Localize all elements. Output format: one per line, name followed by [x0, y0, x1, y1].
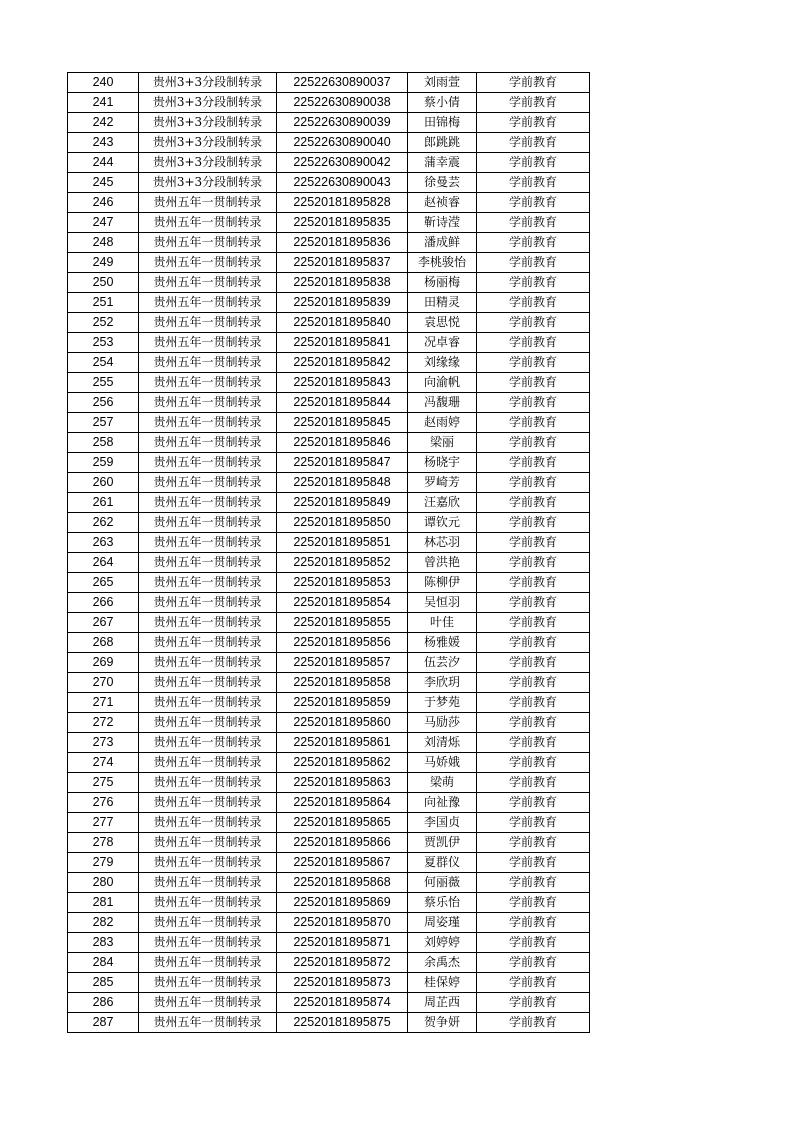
- admission-type-cell: 贵州五年一贯制转录: [139, 613, 277, 633]
- admission-type-cell: 贵州五年一贯制转录: [139, 293, 277, 313]
- table-row: [68, 993, 590, 1013]
- student-name-cell: 马励莎: [408, 713, 477, 733]
- student-name-cell: 潘成鲜: [408, 233, 477, 253]
- student-name-cell: 马娇娥: [408, 753, 477, 773]
- row-number-cell: 283: [68, 933, 139, 953]
- table-row: [68, 673, 590, 693]
- admission-type-cell: 贵州五年一贯制转录: [139, 213, 277, 233]
- student-name-cell: 赵祯睿: [408, 193, 477, 213]
- student-name-cell: 向渝帆: [408, 373, 477, 393]
- exam-id-cell: 22520181895839: [277, 293, 408, 313]
- student-name-cell: 桂保婷: [408, 973, 477, 993]
- major-cell: 学前教育: [477, 313, 590, 333]
- row-number-cell: 243: [68, 133, 139, 153]
- table-row: [68, 593, 590, 613]
- row-number-cell: 269: [68, 653, 139, 673]
- major-cell: 学前教育: [477, 893, 590, 913]
- row-number-cell: 270: [68, 673, 139, 693]
- row-number-cell: 278: [68, 833, 139, 853]
- major-cell: 学前教育: [477, 593, 590, 613]
- exam-id-cell: 22522630890042: [277, 153, 408, 173]
- row-number-cell: 267: [68, 613, 139, 633]
- row-number-cell: 271: [68, 693, 139, 713]
- row-number-cell: 281: [68, 893, 139, 913]
- student-name-cell: 何丽薇: [408, 873, 477, 893]
- table-row: [68, 313, 590, 333]
- row-number-cell: 279: [68, 853, 139, 873]
- exam-id-cell: 22520181895863: [277, 773, 408, 793]
- student-name-cell: 贾凯伊: [408, 833, 477, 853]
- major-cell: 学前教育: [477, 153, 590, 173]
- student-name-cell: 袁思悦: [408, 313, 477, 333]
- major-cell: 学前教育: [477, 853, 590, 873]
- row-number-cell: 245: [68, 173, 139, 193]
- major-cell: 学前教育: [477, 833, 590, 853]
- admission-type-cell: 贵州五年一贯制转录: [139, 493, 277, 513]
- row-number-cell: 252: [68, 313, 139, 333]
- row-number-cell: 253: [68, 333, 139, 353]
- major-cell: 学前教育: [477, 773, 590, 793]
- major-cell: 学前教育: [477, 493, 590, 513]
- admission-type-cell: 贵州五年一贯制转录: [139, 713, 277, 733]
- student-name-cell: 徐曼芸: [408, 173, 477, 193]
- row-number-cell: 254: [68, 353, 139, 373]
- major-cell: 学前教育: [477, 573, 590, 593]
- table-row: [68, 613, 590, 633]
- admission-type-cell: 贵州五年一贯制转录: [139, 773, 277, 793]
- table-row: [68, 113, 590, 133]
- admission-type-cell: 贵州五年一贯制转录: [139, 753, 277, 773]
- major-cell: 学前教育: [477, 233, 590, 253]
- exam-id-cell: 22520181895875: [277, 1013, 408, 1033]
- table-row: [68, 393, 590, 413]
- table-row: [68, 573, 590, 593]
- student-name-cell: 杨晓宇: [408, 453, 477, 473]
- admission-type-cell: 贵州五年一贯制转录: [139, 813, 277, 833]
- major-cell: 学前教育: [477, 613, 590, 633]
- student-name-cell: 夏群仪: [408, 853, 477, 873]
- admission-type-cell: 贵州五年一贯制转录: [139, 433, 277, 453]
- exam-id-cell: 22520181895841: [277, 333, 408, 353]
- table-row: [68, 773, 590, 793]
- student-name-cell: 田锦梅: [408, 113, 477, 133]
- row-number-cell: 240: [68, 73, 139, 93]
- exam-id-cell: 22520181895864: [277, 793, 408, 813]
- table-row: [68, 533, 590, 553]
- row-number-cell: 251: [68, 293, 139, 313]
- row-number-cell: 255: [68, 373, 139, 393]
- student-name-cell: 刘清烁: [408, 733, 477, 753]
- exam-id-cell: 22522630890037: [277, 73, 408, 93]
- student-name-cell: 伍芸汐: [408, 653, 477, 673]
- row-number-cell: 277: [68, 813, 139, 833]
- admission-type-cell: 贵州五年一贯制转录: [139, 953, 277, 973]
- row-number-cell: 286: [68, 993, 139, 1013]
- exam-id-cell: 22520181895866: [277, 833, 408, 853]
- major-cell: 学前教育: [477, 393, 590, 413]
- table-row: [68, 1013, 590, 1033]
- major-cell: 学前教育: [477, 333, 590, 353]
- student-name-cell: 罗崎芳: [408, 473, 477, 493]
- admission-type-cell: 贵州五年一贯制转录: [139, 333, 277, 353]
- student-name-cell: 梁丽: [408, 433, 477, 453]
- table-row: [68, 473, 590, 493]
- row-number-cell: 249: [68, 253, 139, 273]
- row-number-cell: 261: [68, 493, 139, 513]
- student-name-cell: 冯馥珊: [408, 393, 477, 413]
- admission-type-cell: 贵州五年一贯制转录: [139, 533, 277, 553]
- exam-id-cell: 22520181895845: [277, 413, 408, 433]
- student-name-cell: 梁萌: [408, 773, 477, 793]
- exam-id-cell: 22520181895857: [277, 653, 408, 673]
- row-number-cell: 268: [68, 633, 139, 653]
- row-number-cell: 257: [68, 413, 139, 433]
- major-cell: 学前教育: [477, 293, 590, 313]
- exam-id-cell: 22520181895840: [277, 313, 408, 333]
- major-cell: 学前教育: [477, 993, 590, 1013]
- exam-id-cell: 22522630890043: [277, 173, 408, 193]
- row-number-cell: 256: [68, 393, 139, 413]
- admission-type-cell: 贵州五年一贯制转录: [139, 793, 277, 813]
- student-name-cell: 贺争妍: [408, 1013, 477, 1033]
- admission-type-cell: 贵州五年一贯制转录: [139, 373, 277, 393]
- admission-type-cell: 贵州五年一贯制转录: [139, 393, 277, 413]
- exam-id-cell: 22520181895849: [277, 493, 408, 513]
- admission-type-cell: 贵州五年一贯制转录: [139, 253, 277, 273]
- exam-id-cell: 22520181895838: [277, 273, 408, 293]
- major-cell: 学前教育: [477, 673, 590, 693]
- table-row: [68, 353, 590, 373]
- admission-type-cell: 贵州3+3分段制转录: [139, 93, 277, 113]
- major-cell: 学前教育: [477, 633, 590, 653]
- exam-id-cell: 22520181895843: [277, 373, 408, 393]
- row-number-cell: 259: [68, 453, 139, 473]
- student-name-cell: 刘婷婷: [408, 933, 477, 953]
- row-number-cell: 287: [68, 1013, 139, 1033]
- row-number-cell: 244: [68, 153, 139, 173]
- row-number-cell: 242: [68, 113, 139, 133]
- table-row: [68, 693, 590, 713]
- table-row: [68, 753, 590, 773]
- exam-id-cell: 22520181895871: [277, 933, 408, 953]
- exam-id-cell: 22520181895835: [277, 213, 408, 233]
- exam-id-cell: 22520181895856: [277, 633, 408, 653]
- admission-type-cell: 贵州五年一贯制转录: [139, 573, 277, 593]
- table-row: [68, 333, 590, 353]
- admission-type-cell: 贵州五年一贯制转录: [139, 993, 277, 1013]
- admission-type-cell: 贵州五年一贯制转录: [139, 593, 277, 613]
- student-name-cell: 周芷西: [408, 993, 477, 1013]
- major-cell: 学前教育: [477, 473, 590, 493]
- exam-id-cell: 22520181895868: [277, 873, 408, 893]
- admission-type-cell: 贵州五年一贯制转录: [139, 893, 277, 913]
- major-cell: 学前教育: [477, 713, 590, 733]
- exam-id-cell: 22522630890039: [277, 113, 408, 133]
- table-row: [68, 233, 590, 253]
- table-row: [68, 893, 590, 913]
- admission-type-cell: 贵州五年一贯制转录: [139, 1013, 277, 1033]
- table-row: [68, 813, 590, 833]
- major-cell: 学前教育: [477, 73, 590, 93]
- table-row: [68, 933, 590, 953]
- row-number-cell: 272: [68, 713, 139, 733]
- admission-type-cell: 贵州五年一贯制转录: [139, 353, 277, 373]
- table-row: [68, 293, 590, 313]
- row-number-cell: 282: [68, 913, 139, 933]
- student-name-cell: 陈柳伊: [408, 573, 477, 593]
- major-cell: 学前教育: [477, 793, 590, 813]
- exam-id-cell: 22520181895842: [277, 353, 408, 373]
- admission-type-cell: 贵州五年一贯制转录: [139, 633, 277, 653]
- admission-type-cell: 贵州3+3分段制转录: [139, 73, 277, 93]
- table-row: [68, 833, 590, 853]
- table-body: [68, 73, 590, 1033]
- student-name-cell: 林芯羽: [408, 533, 477, 553]
- exam-id-cell: 22520181895836: [277, 233, 408, 253]
- student-name-cell: 吴恒羽: [408, 593, 477, 613]
- table-row: [68, 653, 590, 673]
- exam-id-cell: 22520181895837: [277, 253, 408, 273]
- exam-id-cell: 22520181895854: [277, 593, 408, 613]
- table-row: [68, 173, 590, 193]
- student-name-cell: 杨丽梅: [408, 273, 477, 293]
- table-row: [68, 513, 590, 533]
- admission-type-cell: 贵州五年一贯制转录: [139, 553, 277, 573]
- exam-id-cell: 22520181895828: [277, 193, 408, 213]
- major-cell: 学前教育: [477, 193, 590, 213]
- major-cell: 学前教育: [477, 413, 590, 433]
- major-cell: 学前教育: [477, 93, 590, 113]
- student-list-table: [67, 72, 590, 1033]
- exam-id-cell: 22522630890038: [277, 93, 408, 113]
- exam-id-cell: 22520181895872: [277, 953, 408, 973]
- row-number-cell: 273: [68, 733, 139, 753]
- row-number-cell: 241: [68, 93, 139, 113]
- row-number-cell: 263: [68, 533, 139, 553]
- student-name-cell: 向祉豫: [408, 793, 477, 813]
- exam-id-cell: 22520181895855: [277, 613, 408, 633]
- row-number-cell: 266: [68, 593, 139, 613]
- exam-id-cell: 22520181895847: [277, 453, 408, 473]
- row-number-cell: 262: [68, 513, 139, 533]
- major-cell: 学前教育: [477, 173, 590, 193]
- admission-type-cell: 贵州五年一贯制转录: [139, 833, 277, 853]
- admission-type-cell: 贵州五年一贯制转录: [139, 273, 277, 293]
- student-name-cell: 于梦苑: [408, 693, 477, 713]
- major-cell: 学前教育: [477, 133, 590, 153]
- row-number-cell: 258: [68, 433, 139, 453]
- major-cell: 学前教育: [477, 1013, 590, 1033]
- student-name-cell: 汪嘉欣: [408, 493, 477, 513]
- student-name-cell: 谭钦元: [408, 513, 477, 533]
- table-row: [68, 853, 590, 873]
- admission-type-cell: 贵州五年一贯制转录: [139, 973, 277, 993]
- exam-id-cell: 22520181895850: [277, 513, 408, 533]
- table-row: [68, 213, 590, 233]
- row-number-cell: 280: [68, 873, 139, 893]
- student-name-cell: 郎跳跳: [408, 133, 477, 153]
- admission-type-cell: 贵州五年一贯制转录: [139, 313, 277, 333]
- exam-id-cell: 22520181895844: [277, 393, 408, 413]
- major-cell: 学前教育: [477, 653, 590, 673]
- exam-id-cell: 22520181895848: [277, 473, 408, 493]
- row-number-cell: 246: [68, 193, 139, 213]
- student-name-cell: 靳诗滢: [408, 213, 477, 233]
- major-cell: 学前教育: [477, 273, 590, 293]
- admission-type-cell: 贵州五年一贯制转录: [139, 673, 277, 693]
- exam-id-cell: 22520181895859: [277, 693, 408, 713]
- admission-type-cell: 贵州五年一贯制转录: [139, 473, 277, 493]
- exam-id-cell: 22520181895851: [277, 533, 408, 553]
- table-row: [68, 253, 590, 273]
- major-cell: 学前教育: [477, 873, 590, 893]
- table-row: [68, 713, 590, 733]
- admission-type-cell: 贵州五年一贯制转录: [139, 653, 277, 673]
- exam-id-cell: 22520181895870: [277, 913, 408, 933]
- exam-id-cell: 22522630890040: [277, 133, 408, 153]
- table-row: [68, 153, 590, 173]
- admission-type-cell: 贵州五年一贯制转录: [139, 693, 277, 713]
- exam-id-cell: 22520181895869: [277, 893, 408, 913]
- major-cell: 学前教育: [477, 913, 590, 933]
- student-name-cell: 杨雅媛: [408, 633, 477, 653]
- admission-type-cell: 贵州3+3分段制转录: [139, 173, 277, 193]
- table-row: [68, 193, 590, 213]
- table-row: [68, 93, 590, 113]
- student-name-cell: 李欣玥: [408, 673, 477, 693]
- row-number-cell: 284: [68, 953, 139, 973]
- row-number-cell: 276: [68, 793, 139, 813]
- exam-id-cell: 22520181895861: [277, 733, 408, 753]
- exam-id-cell: 22520181895853: [277, 573, 408, 593]
- major-cell: 学前教育: [477, 213, 590, 233]
- row-number-cell: 250: [68, 273, 139, 293]
- major-cell: 学前教育: [477, 553, 590, 573]
- major-cell: 学前教育: [477, 753, 590, 773]
- exam-id-cell: 22520181895860: [277, 713, 408, 733]
- major-cell: 学前教育: [477, 933, 590, 953]
- admission-type-cell: 贵州五年一贯制转录: [139, 233, 277, 253]
- table-row: [68, 453, 590, 473]
- major-cell: 学前教育: [477, 373, 590, 393]
- major-cell: 学前教育: [477, 693, 590, 713]
- major-cell: 学前教育: [477, 353, 590, 373]
- table-row: [68, 733, 590, 753]
- student-name-cell: 况卓睿: [408, 333, 477, 353]
- major-cell: 学前教育: [477, 973, 590, 993]
- student-name-cell: 李国贞: [408, 813, 477, 833]
- student-name-cell: 蒲幸震: [408, 153, 477, 173]
- admission-type-cell: 贵州五年一贯制转录: [139, 733, 277, 753]
- admission-type-cell: 贵州五年一贯制转录: [139, 933, 277, 953]
- major-cell: 学前教育: [477, 733, 590, 753]
- exam-id-cell: 22520181895867: [277, 853, 408, 873]
- row-number-cell: 247: [68, 213, 139, 233]
- table-row: [68, 73, 590, 93]
- table-row: [68, 433, 590, 453]
- row-number-cell: 275: [68, 773, 139, 793]
- admission-type-cell: 贵州五年一贯制转录: [139, 513, 277, 533]
- table-row: [68, 973, 590, 993]
- student-name-cell: 叶佳: [408, 613, 477, 633]
- student-name-cell: 刘雨萱: [408, 73, 477, 93]
- major-cell: 学前教育: [477, 533, 590, 553]
- table-row: [68, 953, 590, 973]
- table-row: [68, 633, 590, 653]
- major-cell: 学前教育: [477, 453, 590, 473]
- admission-type-cell: 贵州五年一贯制转录: [139, 873, 277, 893]
- major-cell: 学前教育: [477, 513, 590, 533]
- exam-id-cell: 22520181895862: [277, 753, 408, 773]
- student-name-cell: 田精灵: [408, 293, 477, 313]
- major-cell: 学前教育: [477, 253, 590, 273]
- major-cell: 学前教育: [477, 113, 590, 133]
- admission-type-cell: 贵州3+3分段制转录: [139, 133, 277, 153]
- admission-type-cell: 贵州五年一贯制转录: [139, 853, 277, 873]
- table-row: [68, 133, 590, 153]
- admission-type-cell: 贵州五年一贯制转录: [139, 193, 277, 213]
- table-row: [68, 793, 590, 813]
- row-number-cell: 248: [68, 233, 139, 253]
- row-number-cell: 260: [68, 473, 139, 493]
- major-cell: 学前教育: [477, 433, 590, 453]
- major-cell: 学前教育: [477, 953, 590, 973]
- row-number-cell: 264: [68, 553, 139, 573]
- student-name-cell: 蔡小倩: [408, 93, 477, 113]
- student-name-cell: 余禹杰: [408, 953, 477, 973]
- row-number-cell: 274: [68, 753, 139, 773]
- major-cell: 学前教育: [477, 813, 590, 833]
- table-row: [68, 273, 590, 293]
- student-name-cell: 曾洪艳: [408, 553, 477, 573]
- student-name-cell: 刘缘缘: [408, 353, 477, 373]
- exam-id-cell: 22520181895874: [277, 993, 408, 1013]
- table-row: [68, 873, 590, 893]
- table-row: [68, 413, 590, 433]
- student-name-cell: 蔡乐怡: [408, 893, 477, 913]
- admission-type-cell: 贵州五年一贯制转录: [139, 413, 277, 433]
- admission-type-cell: 贵州五年一贯制转录: [139, 453, 277, 473]
- row-number-cell: 285: [68, 973, 139, 993]
- table-row: [68, 493, 590, 513]
- admission-type-cell: 贵州五年一贯制转录: [139, 913, 277, 933]
- row-number-cell: 265: [68, 573, 139, 593]
- table-row: [68, 913, 590, 933]
- student-name-cell: 赵雨婷: [408, 413, 477, 433]
- exam-id-cell: 22520181895846: [277, 433, 408, 453]
- admission-type-cell: 贵州3+3分段制转录: [139, 153, 277, 173]
- admission-type-cell: 贵州3+3分段制转录: [139, 113, 277, 133]
- exam-id-cell: 22520181895865: [277, 813, 408, 833]
- exam-id-cell: 22520181895873: [277, 973, 408, 993]
- exam-id-cell: 22520181895852: [277, 553, 408, 573]
- student-name-cell: 周姿瑾: [408, 913, 477, 933]
- exam-id-cell: 22520181895858: [277, 673, 408, 693]
- student-name-cell: 李桃骏怡: [408, 253, 477, 273]
- table-row: [68, 553, 590, 573]
- table-row: [68, 373, 590, 393]
